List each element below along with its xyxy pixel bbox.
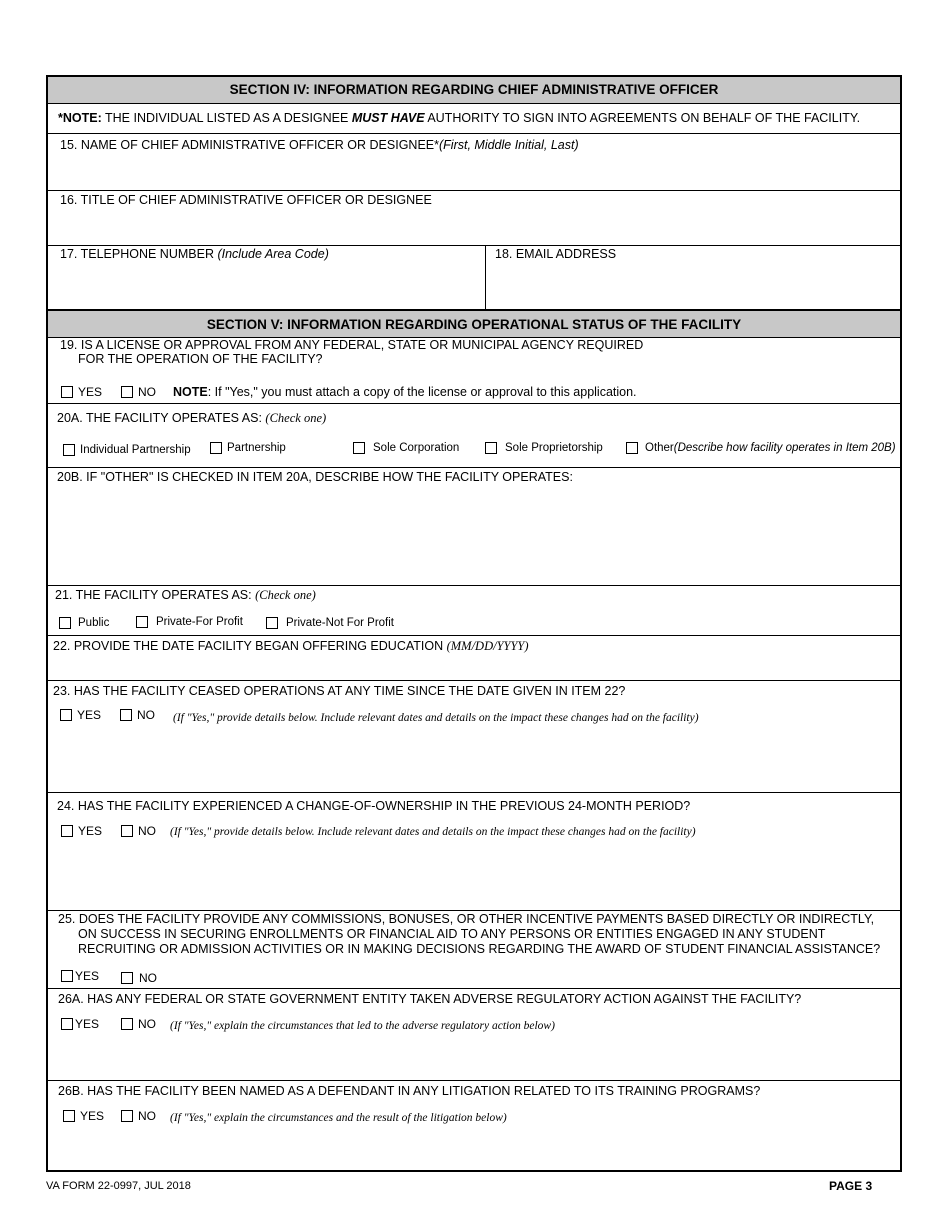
section-5-header — [48, 310, 900, 338]
item-25-yes-checkbox[interactable] — [61, 969, 99, 983]
yes-label: YES — [78, 824, 103, 838]
no-label: NO — [137, 708, 155, 722]
section-4-header — [48, 77, 900, 104]
item-16-label: 16. TITLE OF CHIEF ADMINISTRATIVE OFFICER OR DESIGNEE — [60, 193, 432, 207]
checkbox-box[interactable] — [59, 617, 71, 629]
item-20a-hint: (Check one) — [265, 411, 327, 425]
checkbox-box[interactable] — [485, 442, 497, 454]
option-label: Public — [78, 617, 110, 629]
item-20a-row — [48, 404, 900, 468]
form-page — [46, 75, 902, 1172]
section-4-title: SECTION IV: INFORMATION REGARDING CHIEF ADMINISTRATIVE OFFICER — [229, 82, 719, 97]
item-20a-option-partnership[interactable] — [210, 441, 286, 455]
option-label: Private-Not For Profit — [286, 617, 394, 629]
item-21-label — [55, 588, 316, 603]
designee-note — [48, 104, 900, 134]
item-26b-hint: (If "Yes," explain the circumstances and the result of the litigation below) — [170, 1112, 507, 1124]
checkbox-box[interactable] — [120, 709, 132, 721]
item-24-hint: (If "Yes," provide details below. Include relevant dates and details on the impact these changes had on the facility) — [170, 826, 696, 838]
item-19-row — [48, 338, 900, 404]
no-label: NO — [139, 971, 157, 985]
checkbox-box[interactable] — [121, 1018, 133, 1030]
item-25-no-checkbox[interactable] — [121, 971, 157, 985]
item-24-no-checkbox[interactable] — [121, 824, 156, 838]
item-17-label-text: 17. TELEPHONE NUMBER — [60, 247, 218, 261]
yes-label: YES — [77, 708, 102, 722]
no-label: NO — [138, 385, 156, 399]
yes-label: YES — [75, 969, 100, 983]
item-22-label — [53, 639, 529, 654]
section-5-title: SECTION V: INFORMATION REGARDING OPERATIONAL STATUS OF THE FACILITY — [206, 317, 742, 332]
item-23-row — [48, 681, 900, 793]
item-26a-yes-checkbox[interactable] — [61, 1017, 99, 1031]
item-21-option-private-not-for-profit[interactable] — [266, 616, 394, 630]
item-25-line-1: 25. DOES THE FACILITY PROVIDE ANY COMMISSIONS, BONUSES, OR OTHER INCENTIVE PAYMENTS BASED DIRECTLY OR INDIRECTLY, — [58, 912, 875, 926]
item-24-label: 24. HAS THE FACILITY EXPERIENCED A CHANGE-OF-OWNERSHIP IN THE PREVIOUS 24-MONTH PERIOD? — [57, 799, 691, 813]
item-20a-option-sole-corporation[interactable] — [353, 441, 459, 455]
option-label: Private-For Profit — [156, 616, 243, 628]
item-26a-row — [48, 989, 900, 1081]
item-24-yes-checkbox[interactable] — [61, 824, 102, 838]
item-15-hint: (First, Middle Initial, Last) — [439, 138, 579, 152]
item-25-line-2: ON SUCCESS IN SECURING ENROLLMENTS OR FINANCIAL AID TO ANY PERSONS OR ENTITIES ENGAGED IN ANY STUDENT — [78, 927, 826, 941]
item-26b-no-checkbox[interactable] — [121, 1109, 156, 1123]
checkbox-box[interactable] — [61, 1018, 73, 1030]
option-label: Sole Corporation — [373, 442, 460, 454]
item-23-no-checkbox[interactable] — [120, 708, 155, 722]
checkbox-box[interactable] — [210, 442, 222, 454]
item-20a-option-other[interactable] — [626, 441, 896, 455]
yes-label: YES — [78, 385, 103, 399]
note-text-2: AUTHORITY TO SIGN INTO AGREEMENTS ON BEHALF OF THE FACILITY. — [424, 111, 861, 125]
item-26a-hint: (If "Yes," explain the circumstances that led to the adverse regulatory action below) — [170, 1020, 555, 1032]
item-20a-option-sole-proprietorship[interactable] — [485, 441, 603, 455]
note-label: *NOTE: — [58, 111, 102, 125]
item-17-hint: (Include Area Code) — [217, 247, 329, 261]
page-number: PAGE 3 — [829, 1179, 873, 1193]
item-18-label: 18. EMAIL ADDRESS — [495, 247, 617, 261]
yes-label: YES — [75, 1017, 100, 1031]
item-25-line-3: RECRUITING OR ADMISSION ACTIVITIES OR IN MAKING DECISIONS REGARDING THE AWARD OF STUDENT FINANCIAL ASSISTANCE? — [78, 942, 881, 956]
item-21-row — [48, 586, 900, 636]
checkbox-box[interactable] — [63, 444, 75, 456]
checkbox-box[interactable] — [61, 825, 73, 837]
item-16-title-field[interactable] — [48, 191, 900, 246]
checkbox-box[interactable] — [63, 1110, 75, 1122]
item-26b-label: 26B. HAS THE FACILITY BEEN NAMED AS A DEFENDANT IN ANY LITIGATION RELATED TO ITS TRAINING PROGRAMS? — [58, 1084, 761, 1098]
items-17-18-row — [48, 246, 900, 310]
item-19-note-label: NOTE — [173, 385, 208, 399]
item-26b-yes-checkbox[interactable] — [63, 1109, 104, 1123]
item-22-date-field[interactable] — [48, 636, 900, 681]
note-text-1: THE INDIVIDUAL LISTED AS A DESIGNEE — [101, 111, 352, 125]
item-26b-row — [48, 1081, 900, 1172]
item-21-label-text: 21. THE FACILITY OPERATES AS: — [55, 588, 256, 602]
checkbox-box[interactable] — [353, 442, 365, 454]
item-20a-label-text: 20A. THE FACILITY OPERATES AS: — [57, 411, 266, 425]
other-hint: (Describe how facility operates in Item 20B) — [673, 442, 896, 454]
checkbox-box[interactable] — [121, 1110, 133, 1122]
item-21-option-private-for-profit[interactable] — [136, 615, 243, 629]
item-23-hint: (If "Yes," provide details below. Include relevant dates and details on the impact these changes had on the facility) — [173, 712, 699, 724]
item-19-note — [173, 385, 637, 400]
checkbox-box[interactable] — [61, 970, 73, 982]
item-17-telephone-field[interactable] — [48, 246, 485, 308]
item-18-email-field[interactable] — [486, 246, 900, 308]
item-19-yes-checkbox[interactable] — [61, 385, 102, 399]
item-24-row — [48, 793, 900, 911]
no-label: NO — [138, 1109, 156, 1123]
item-15-name-field[interactable] — [48, 134, 900, 191]
item-20a-option-individual-partnership[interactable] — [63, 443, 191, 457]
item-25-row — [48, 911, 900, 989]
item-19-note-text: : If "Yes," you must attach a copy of the license or approval to this application. — [207, 385, 637, 399]
yes-label: YES — [80, 1109, 105, 1123]
checkbox-box[interactable] — [121, 972, 133, 984]
option-label: Other — [645, 442, 674, 454]
option-label: Individual Partnership — [80, 444, 191, 456]
item-22-hint: (MM/DD/YYYY) — [446, 639, 529, 653]
item-21-hint: (Check one) — [255, 588, 316, 602]
item-23-label: 23. HAS THE FACILITY CEASED OPERATIONS AT ANY TIME SINCE THE DATE GIVEN IN ITEM 22? — [53, 684, 626, 698]
no-label: NO — [138, 1017, 156, 1031]
option-label: Partnership — [227, 442, 286, 454]
checkbox-box[interactable] — [61, 386, 73, 398]
checkbox-box[interactable] — [121, 825, 133, 837]
note-emphasis: MUST HAVE — [351, 111, 425, 125]
item-26a-no-checkbox[interactable] — [121, 1017, 156, 1031]
item-21-option-public[interactable] — [59, 616, 109, 630]
item-20b-label: 20B. IF "OTHER" IS CHECKED IN ITEM 20A, DESCRIBE HOW THE FACILITY OPERATES: — [57, 470, 573, 484]
item-19-line-2: FOR THE OPERATION OF THE FACILITY? — [78, 352, 323, 366]
checkbox-box[interactable] — [626, 442, 638, 454]
item-15-label-text: 15. NAME OF CHIEF ADMINISTRATIVE OFFICER OR DESIGNEE* — [60, 138, 439, 152]
checkbox-box[interactable] — [60, 709, 72, 721]
item-19-no-checkbox[interactable] — [121, 385, 156, 399]
item-17-label — [60, 247, 329, 262]
item-20b-description-field[interactable] — [48, 468, 900, 586]
checkbox-box[interactable] — [136, 616, 148, 628]
checkbox-box[interactable] — [266, 617, 278, 629]
item-19-line-1: 19. IS A LICENSE OR APPROVAL FROM ANY FEDERAL, STATE OR MUNICIPAL AGENCY REQUIRED — [60, 338, 644, 352]
item-22-label-text: 22. PROVIDE THE DATE FACILITY BEGAN OFFERING EDUCATION — [53, 639, 447, 653]
no-label: NO — [138, 824, 156, 838]
option-label: Sole Proprietorship — [505, 442, 603, 454]
item-20a-label — [57, 411, 326, 426]
checkbox-box[interactable] — [121, 386, 133, 398]
item-15-label — [60, 138, 579, 153]
form-id: VA FORM 22-0997, JUL 2018 — [46, 1180, 191, 1192]
item-23-yes-checkbox[interactable] — [60, 708, 101, 722]
item-26a-label: 26A. HAS ANY FEDERAL OR STATE GOVERNMENT ENTITY TAKEN ADVERSE REGULATORY ACTION AGAINST THE FACILITY? — [58, 992, 802, 1006]
